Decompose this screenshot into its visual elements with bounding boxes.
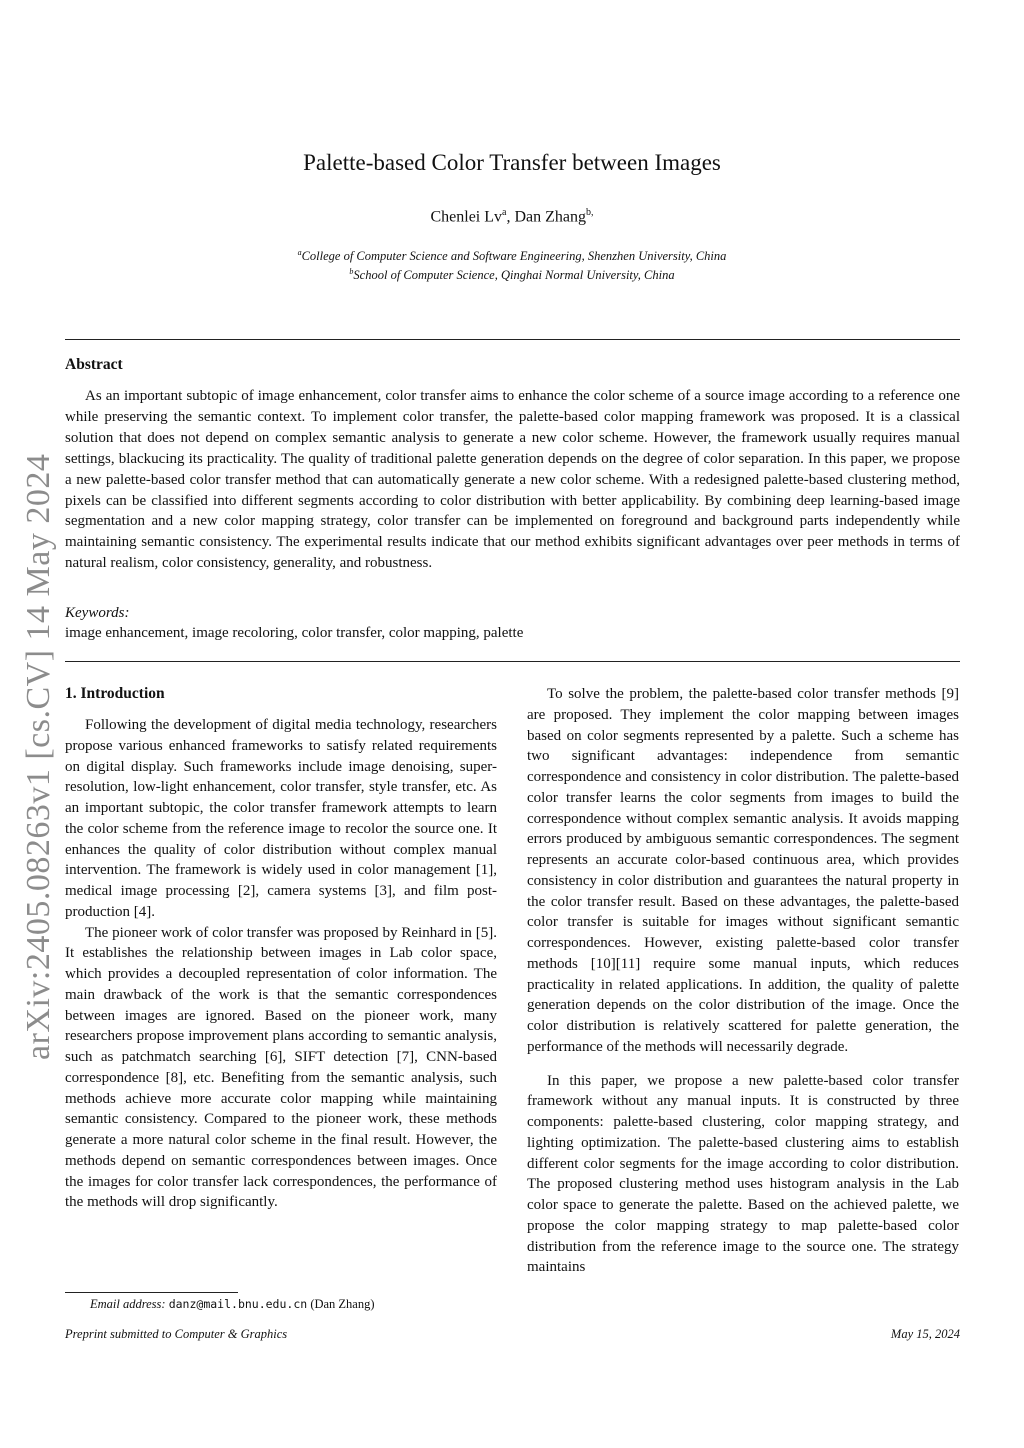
affiliation [0,245,1024,264]
paragraph: To solve the problem, the palette-based color transfer methods [9] are proposed. They implement the color mapping between images based on color segments represented by a palette. Such a scheme has two significant advantages: independence from semantic correspondence and consistency in color distribution. The palette-based color transfer learns the color segments from images to build the correspondence without complex semantic analysis. It avoids mapping errors produced by ambiguous semantic correspondences. The segment represents an accurate color-based continuous area, which provides consistency in color distribution and guarantees the natural property in the color transfer result. Based on these advantages, the palette-based color transfer is suitable for images without significant semantic correspondences. However, existing palette-based color transfer methods [10][11] require some manual inputs, which reduces practicality in related applications. In addition, the quality of palette generation depends on the color distribution of the image. Once the color distribution is relatively scattered for palette generation, the performance of the methods will necessarily degrade. [527,686,959,1055]
abstract-heading: Abstract [65,356,123,373]
author-separator: , [506,208,515,226]
footnote-divider [65,1292,238,1293]
preprint-note: Preprint submitted to Computer & Graphics [65,1327,288,1341]
section-heading: 1. Introduction [65,685,165,702]
paragraph: Following the development of digital media technology, researchers propose various enhanced frameworks to satisfy related requirements on digital display. Such frameworks include image denoising, super-resolution, low-light enhancement, color transfer, style transfer, etc. As an important subtopic, the color transfer framework attempts to learn the color scheme from the reference image to recolor the source one. It enhances the quality of color distribution without complex manual intervention. The framework is widely used in color management [1], medical image processing [2], camera systems [3], and film post-production [4]. [65,717,497,920]
affiliations [0,245,1024,283]
bottom-divider [65,661,960,662]
footnote-name: (Dan Zhang) [310,1297,375,1311]
affiliation-text: College of Computer Science and Software Engineering, Shenzhen University, China [301,249,727,264]
keywords-label: Keywords: [65,605,130,621]
abstract-text: As an important subtopic of image enhancement, color transfer aims to enhance the color scheme of a source image according to a reference one while preserving the semantic context. To implement color transfer, the palette-based color mapping framework was proposed. It is a classical solution that does not depend on complex semantic analysis to generate a new color scheme. However, the framework usually requires manual settings, blackucing its practicality. The quality of traditional palette generation depends on the degree of color separation. In this paper, we propose a new palette-based color transfer method that can automatically generate a new color scheme. With a redesigned palette-based clustering method, pixels can be classified into different segments according to color distribution with better applicability. By combining deep learning-based image segmentation and a new color mapping strategy, color transfer can be implemented on foreground and background parts independently while maintaining semantic consistency. The experimental results indicate that our method exhibits significant advantages over peer methods in terms of natural realism, color consistency, generality, and robustness. [65,388,960,572]
paper-title: Palette-based Color Transfer between Images [303,150,721,175]
affiliation-mark: a [297,248,302,257]
arxiv-identifier: arXiv:2405.08263v1 [cs.CV] 14 May 2024 [20,453,57,1060]
paragraph: In this paper, we propose a new palette-based color transfer framework without any manual inputs. It is constructed by three components: palette-based clustering, color mapping strategy, and lighting optimization. The palette-based clustering aims to establish different color segments for the image according to color distribution. The proposed clustering method uses histogram analysis in the Lab color space to generate the palette. Based on the achieved palette, we propose the color mapping strategy to map palette-based color distribution from the reference image to the source one. The strategy maintains [527,1072,959,1276]
preprint-date: May 15, 2024 [890,1327,960,1341]
author-name: Dan Zhang [514,208,587,226]
top-divider [65,339,960,340]
footnote-label: Email address: [90,1297,166,1311]
affiliation-mark: b [349,267,354,277]
email-address: danz@mail.bnu.edu.cn [168,1297,308,1311]
right-column [527,684,959,1278]
footnote [90,1297,375,1312]
left-column [65,684,497,1213]
keywords-text: image enhancement, image recoloring, color transfer, color mapping, palette [65,625,524,641]
affiliation-text: School of Computer Science, Qinghai Normal University, China [353,268,675,283]
paragraph: The pioneer work of color transfer was proposed by Reinhard in [5]. It establishes the relationship between images in Lab color space, which provides a decoupled representation of color information. The main drawback of the work is that the semantic correspondences between images are ignored. Based on the pioneer work, many researchers propose improvement plans according to semantic analysis, such as patchmatch searching [6], SIFT detection [7], CNN-based correspondence [8], etc. Benefiting from the semantic analysis, such methods achieve more accurate color mapping while maintaining semantic consistency. Compared to the pioneer work, these methods generate a more natural color scheme in the final result. However, the methods depend on semantic correspondences between images. Once the images for color transfer lack correspondences, the performance of the methods will drop significantly. [65,924,497,1211]
author-affil-mark: b, [586,207,594,218]
author-name: Chenlei Lv [430,208,503,226]
author-list [0,207,1024,226]
affiliation [0,264,1024,283]
author-affil-mark: a [502,207,507,218]
